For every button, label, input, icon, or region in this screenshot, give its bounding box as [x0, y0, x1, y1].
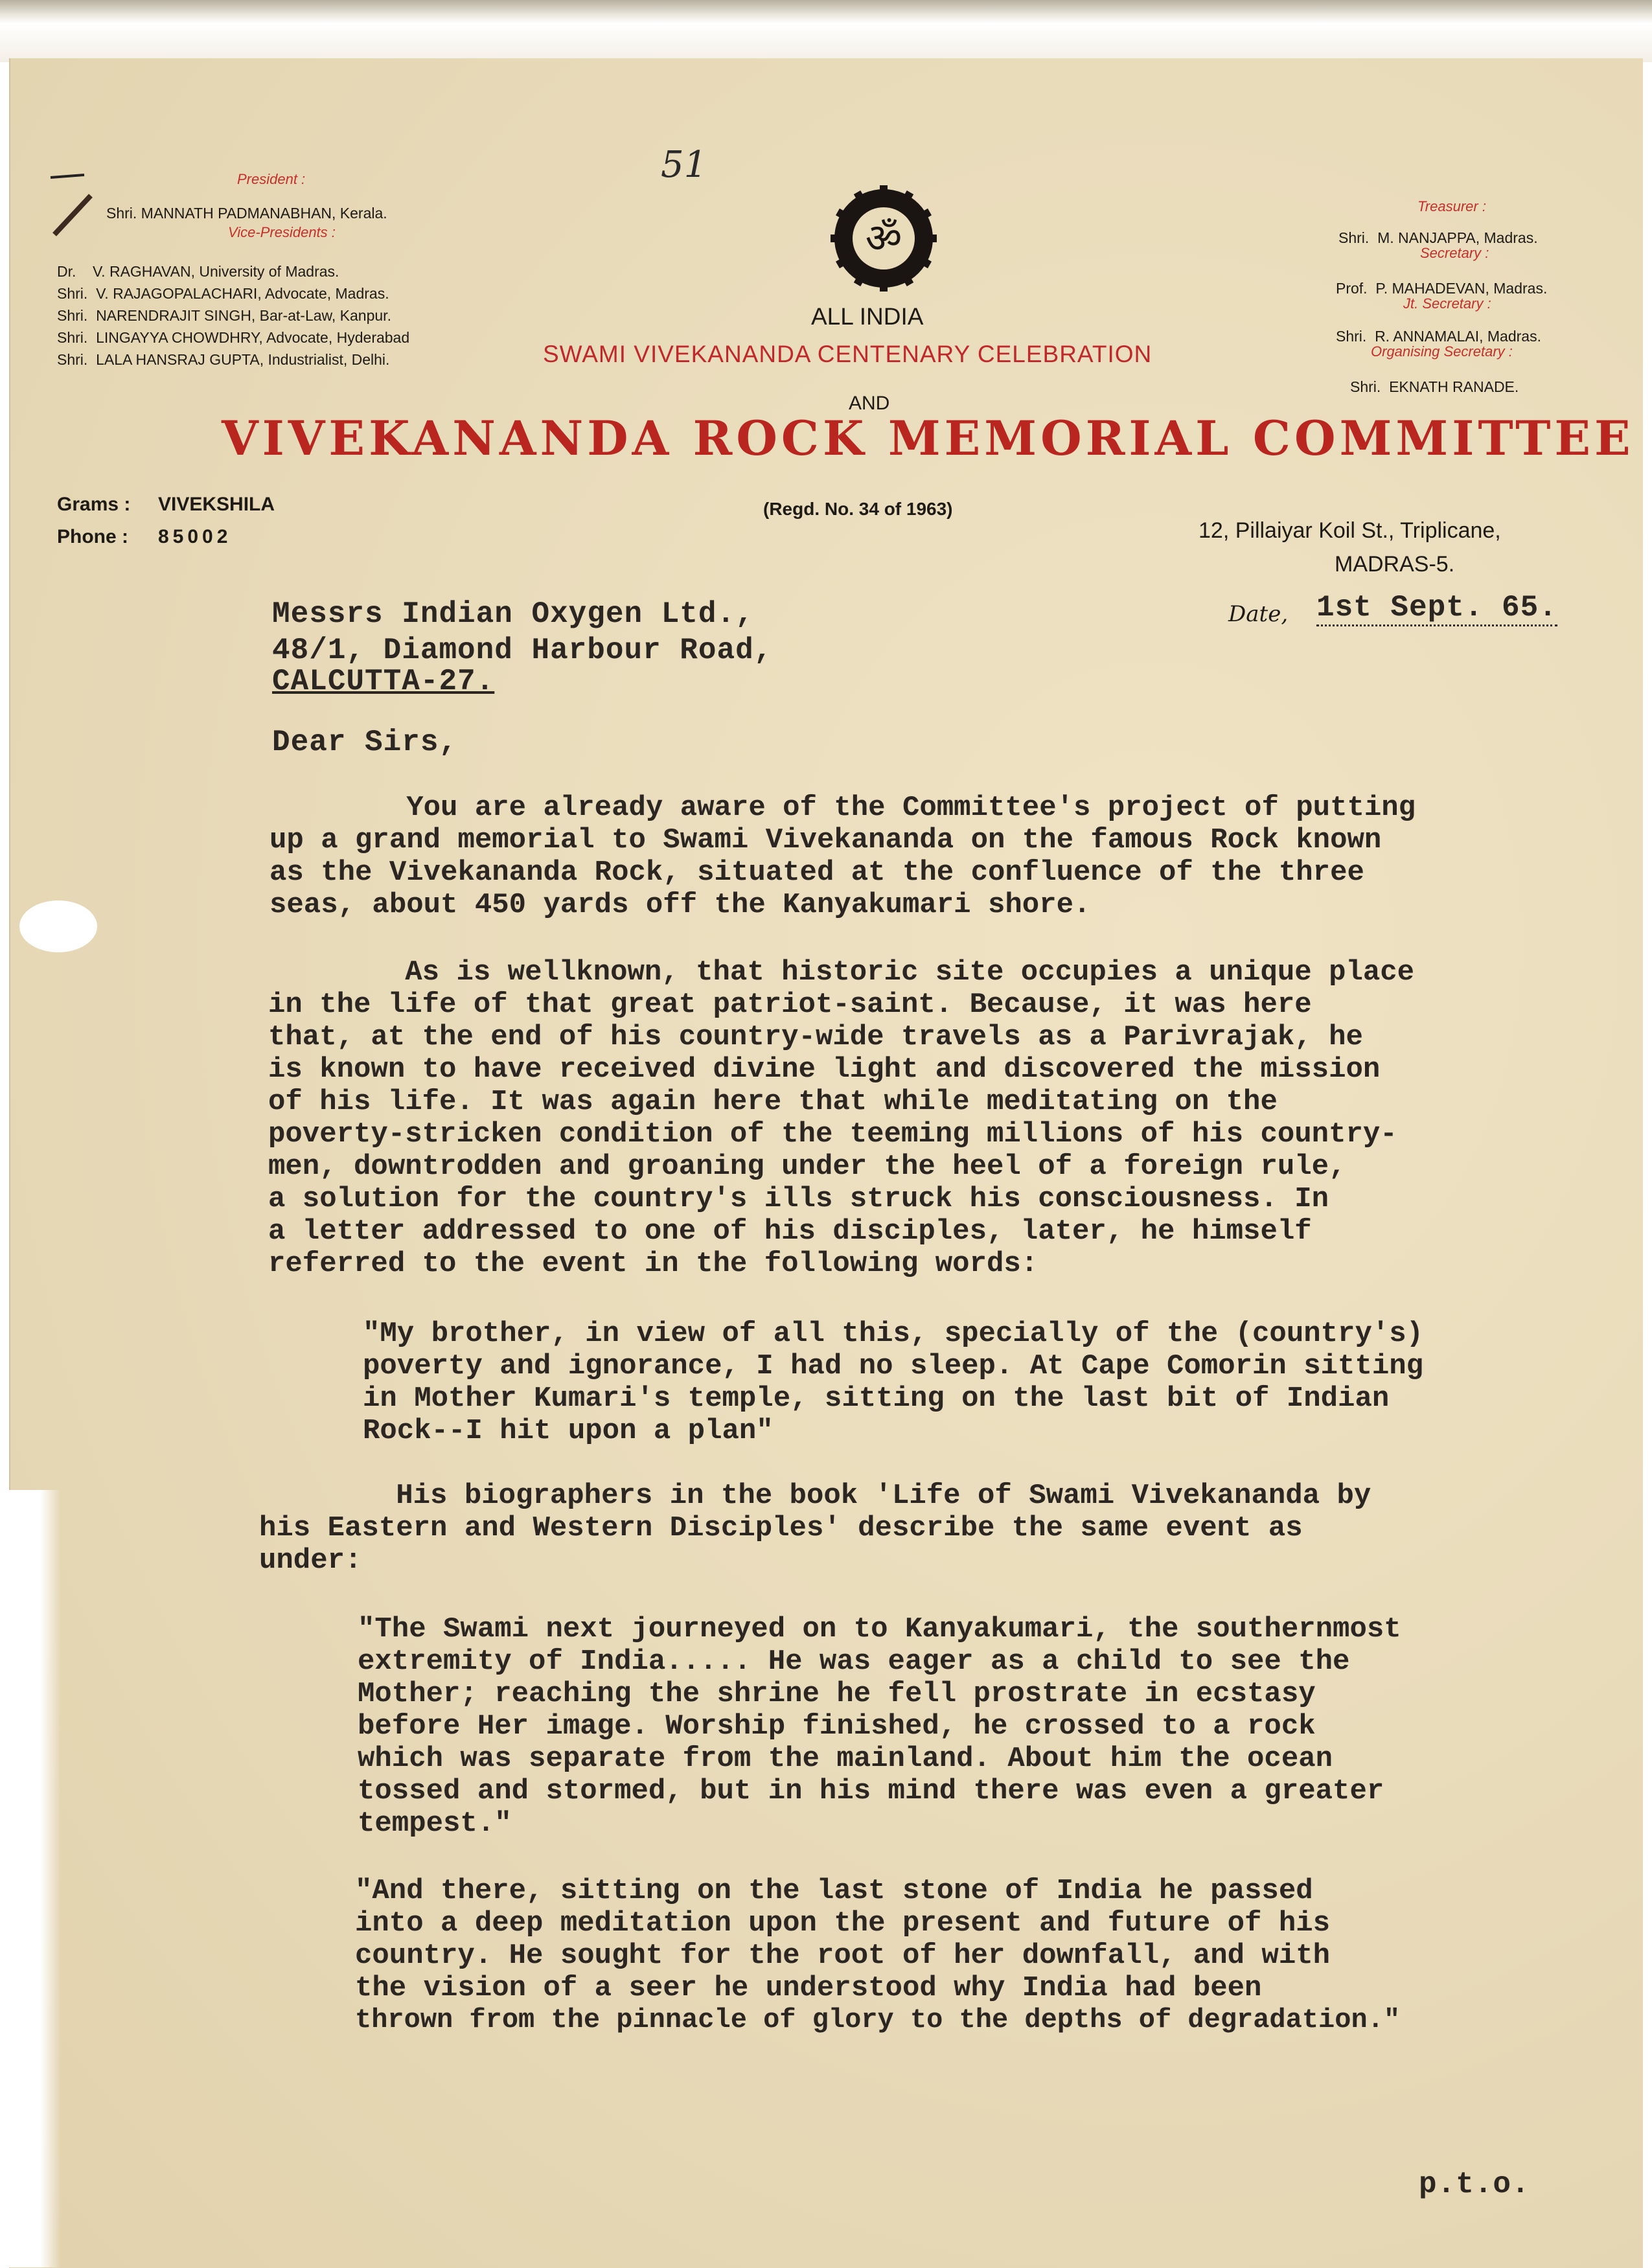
para2-line: a solution for the country's ills struck his consciousness. In: [268, 1183, 1329, 1215]
quote2-line: tempest.": [358, 1807, 512, 1840]
quote3-line: into a deep meditation upon the present and future of his: [355, 1907, 1331, 1940]
quote2-line: "The Swami next journeyed on to Kanyakumari, the southernmost: [358, 1613, 1401, 1645]
para2-line: As is wellknown, that historic site occupies a unique place: [268, 956, 1415, 989]
organization-title: VIVEKANANDA ROCK MEMORIAL COMMITTEE: [222, 411, 1635, 466]
paper-top-margin: [0, 23, 1652, 62]
para2-line: is known to have received divine light and discovered the mission: [268, 1053, 1381, 1086]
para2-line: in the life of that great patriot-saint. Because, it was here: [268, 989, 1312, 1021]
jt-secretary-label: Jt. Secretary :: [1403, 295, 1491, 312]
quote1-line: "My brother, in view of all this, specially of the (country's): [363, 1318, 1424, 1350]
quote3-line: "And there, sitting on the last stone of India he passed: [355, 1875, 1313, 1907]
quote3-line: thrown from the pinnacle of glory to the depths of degradation.": [355, 2004, 1401, 2035]
treasurer-name: Shri. M. NANJAPPA, Madras.: [1338, 229, 1538, 246]
centenary-line: SWAMI VIVEKANANDA CENTENARY CELEBRATION: [543, 341, 1153, 367]
vice-president-5: Shri. LALA HANSRAJ GUPTA, Industrialist, Delhi.: [57, 351, 390, 368]
quote3-line: country. He sought for the root of her downfall, and with: [355, 1940, 1331, 1972]
para3-line: His biographers in the book 'Life of Swami Vivekananda by: [259, 1480, 1371, 1512]
punch-hole: [19, 900, 97, 952]
scanner-edge: [0, 0, 1652, 23]
organising-secretary-name: Shri. EKNATH RANADE.: [1350, 378, 1519, 395]
quote2-line: extremity of India..... He was eager as a child to see the: [358, 1645, 1350, 1678]
organising-secretary-label: Organising Secretary :: [1371, 343, 1513, 360]
phone-label: Phone :: [57, 526, 128, 547]
torn-edge: [9, 1490, 61, 2267]
para2-line: of his life. It was again here that while meditating on the: [268, 1086, 1278, 1118]
recipient-line-1: Messrs Indian Oxygen Ltd.,: [272, 597, 754, 631]
para2-line: a letter addressed to one of his disciples, later, he himself: [268, 1215, 1312, 1248]
date-value: 1st Sept. 65.: [1316, 591, 1557, 626]
address-line-2: MADRAS-5.: [1335, 552, 1455, 577]
recipient-line-2: 48/1, Diamond Harbour Road,: [272, 634, 773, 667]
para1-line: seas, about 450 yards off the Kanyakumari shore.: [270, 889, 1091, 921]
secretary-name: Prof. P. MAHADEVAN, Madras.: [1336, 280, 1548, 297]
para1-line: up a grand memorial to Swami Vivekananda on the famous Rock known: [270, 824, 1382, 856]
recipient-line-3: CALCUTTA-27.: [272, 665, 495, 698]
grams-value: VIVEKSHILA: [158, 494, 275, 515]
para2-line: men, downtrodden and groaning under the heel of a foreign rule,: [268, 1151, 1346, 1183]
quote1-line: poverty and ignorance, I had no sleep. At Cape Comorin sitting: [363, 1350, 1424, 1382]
quote2-line: which was separate from the mainland. About him the ocean: [358, 1743, 1333, 1775]
phone-value: 85002: [158, 526, 232, 547]
registration-number: (Regd. No. 34 of 1963): [763, 499, 953, 519]
pto-note: p.t.o.: [1419, 2168, 1530, 2201]
address-line-1: 12, Pillaiyar Koil St., Triplicane,: [1199, 518, 1501, 543]
quote2-line: before Her image. Worship finished, he crossed to a rock: [358, 1710, 1316, 1743]
all-india-line: ALL INDIA: [811, 303, 924, 330]
date-label: Date,: [1228, 601, 1289, 627]
para2-line: referred to the event in the following words:: [268, 1248, 1038, 1280]
quote3-line: the vision of a seer he understood why India had been: [355, 1972, 1262, 2004]
treasurer-label: Treasurer :: [1417, 198, 1486, 214]
para2-line: that, at the end of his country-wide travels as a Parivrajak, he: [268, 1021, 1363, 1053]
jt-secretary-name: Shri. R. ANNAMALAI, Madras.: [1336, 328, 1541, 345]
para3-line: his Eastern and Western Disciples' describe the same event as: [259, 1512, 1303, 1544]
page-number: 51: [661, 144, 707, 186]
quote1-line: in Mother Kumari's temple, sitting on the last bit of Indian: [363, 1382, 1390, 1415]
vice-president-2: Shri. V. RAJAGOPALACHARI, Advocate, Madras.: [57, 285, 389, 302]
salutation: Dear Sirs,: [272, 726, 458, 759]
grams-label: Grams :: [57, 494, 131, 515]
quote1-line: Rock--I hit upon a plan": [363, 1415, 774, 1447]
quote2-line: tossed and stormed, but in his mind there was even a greater: [358, 1775, 1384, 1807]
pen-mark-icon: [45, 170, 97, 241]
president-label: President :: [237, 171, 306, 187]
para1-line: You are already aware of the Committee's project of putting: [270, 792, 1416, 824]
quote2-line: Mother; reaching the shrine he fell prostrate in ecstasy: [358, 1678, 1316, 1710]
om-sun-emblem-icon: ॐ: [834, 189, 933, 288]
para3-line: under:: [259, 1544, 362, 1577]
president-name: Shri. MANNATH PADMANABHAN, Kerala.: [106, 205, 387, 222]
and-line: AND: [849, 393, 890, 414]
vice-president-4: Shri. LINGAYYA CHOWDHRY, Advocate, Hyderabad: [57, 329, 410, 346]
vice-presidents-label: Vice-Presidents :: [228, 224, 336, 240]
vice-president-1: Dr. V. RAGHAVAN, University of Madras.: [57, 263, 339, 280]
secretary-label: Secretary :: [1420, 245, 1489, 261]
para1-line: as the Vivekananda Rock, situated at the confluence of the three: [270, 856, 1364, 889]
para2-line: poverty-stricken condition of the teeming millions of his country-: [268, 1118, 1397, 1151]
vice-president-3: Shri. NARENDRAJIT SINGH, Bar-at-Law, Kanpur.: [57, 307, 391, 324]
